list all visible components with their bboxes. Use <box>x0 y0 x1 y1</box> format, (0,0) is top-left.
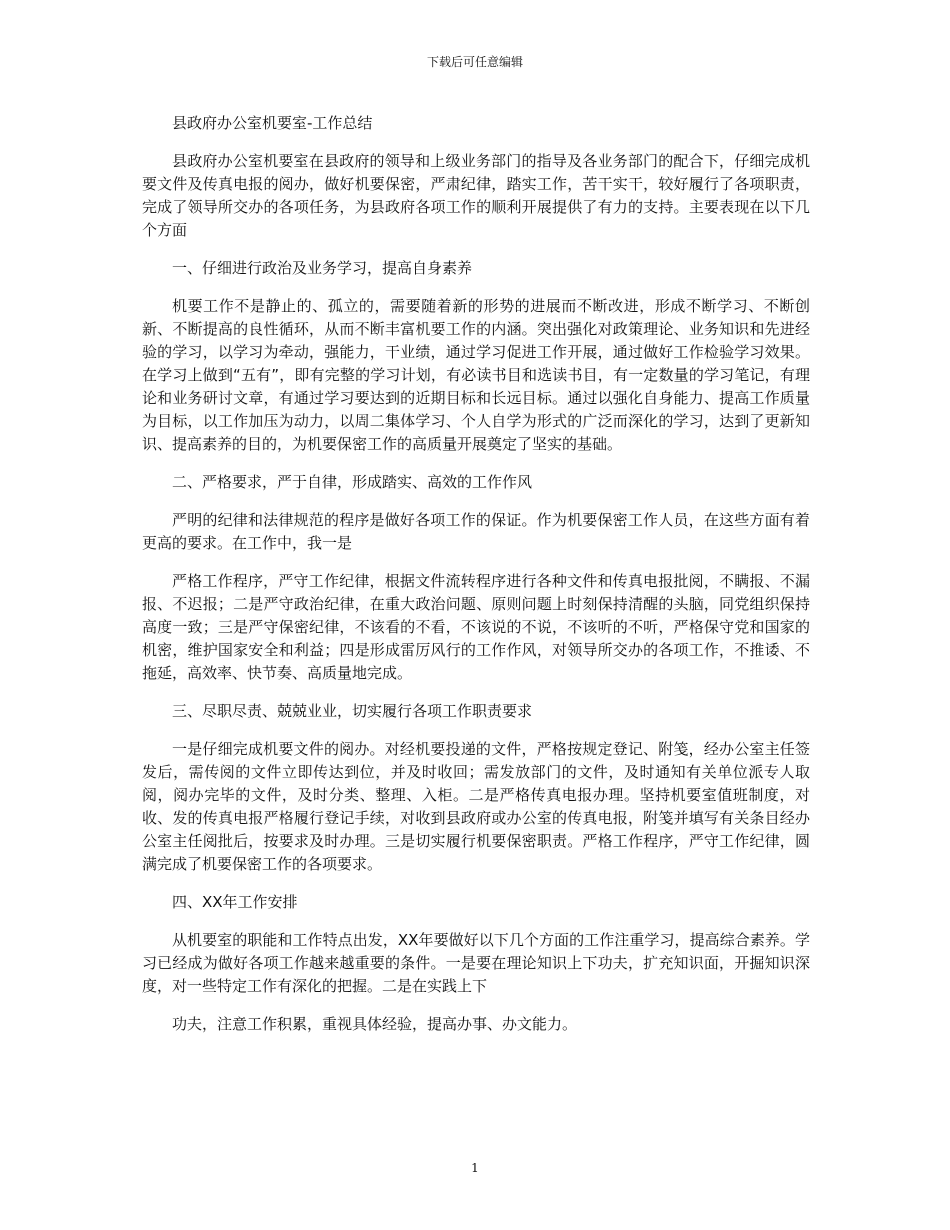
document-title: 县政府办公室机要室-工作总结 <box>172 114 373 132</box>
section-2-paragraph-1: 严明的纪律和法律规范的程序是做好各项工作的保证。作为机要保密工作人员，在这些方面有着更高的要求。在工作中，我一是 <box>142 511 810 552</box>
section-4-paragraph-2: 功夫，注意工作积累，重视具体经验，提高办事、办文能力。 <box>172 1015 578 1033</box>
intro-paragraph: 县政府办公室机要室在县政府的领导和上级业务部门的指导及各业务部门的配合下，仔细完成机要文件及传真电报的阅办，做好机要保密，严肃纪律，踏实工作，苦干实干，较好履行了各项职责，完成了领导所交办的各项任务，为县政府各项工作的顺利开展提供了有力的支持。主要表现在以下几个方面 <box>142 152 810 239</box>
document-content <box>142 112 810 1051</box>
section-heading-3: 三、尽职尽责、兢兢业业，切实履行各项工作职责要求 <box>172 702 533 720</box>
section-heading-1: 一、仔细进行政治及业务学习，提高自身素养 <box>172 259 473 277</box>
section-3-paragraph: 一是仔细完成机要文件的阅办。对经机要投递的文件，严格按规定登记、附笺，经办公室主任签发后，需传阅的文件立即传达到位，并及时收回；需发放部门的文件，及时通知有关单位派专人取阅，阅办完毕的文件，及时分类、整理、入柜。二是严格传真电报办理。坚持机要室值班制度，对收、发的传真电报严格履行登记手续，对收到县政府或办公室的传真电报，附笺并填写有关条目经办公室主任阅批后，按要求及时办理。三是切实履行机要保密职责。严格工作程序，严守工作纪律，圆满完成了机要保密工作的各项要求。 <box>142 740 810 873</box>
header-note: 下载后可任意编辑 <box>426 55 523 69</box>
section-1-paragraph: 机要工作不是静止的、孤立的，需要随着新的形势的进展而不断改进，形成不断学习、不断创新、不断提高的良性循环，从而不断丰富机要工作的内涵。突出强化对政策理论、业务知识和先进经验的学习，以学习为牵动，强能力，干业绩，通过学习促进工作开展，通过做好工作检验学习效果。在学习上做到“五有”，即有完整的学习计划，有必读书目和选读书目，有一定数量的学习笔记，有理论和业务研讨文章，有通过学习要达到的近期目标和长远目标。通过以强化自身能力、提高工作质量为目标，以工作加压为动力，以周二集体学习、个人自学为形式的广泛而深化的学习，达到了更新知识、提高素养的目的，为机要保密工作的高质量开展奠定了坚实的基础。 <box>142 297 810 453</box>
page-number: 1 <box>471 1161 479 1175</box>
section-heading-4: 四、XX年工作安排 <box>172 893 298 911</box>
section-2-paragraph-2: 严格工作程序，严守工作纪律，根据文件流转程序进行各种文件和传真电报批阅，不瞒报、不漏报、不迟报；二是严守政治纪律，在重大政治问题、原则问题上时刻保持清醒的头脑，同党组织保持高度一致；三是严守保密纪律，不该看的不看，不该说的不说，不该听的不听，严格保守党和国家的机密，维护国家安全和利益；四是形成雷厉风行的工作作风，对领导所交办的各项工作，不推诿、不拖延，高效率、快节奏、高质量地完成。 <box>142 572 810 682</box>
section-4-paragraph-1: 从机要室的职能和工作特点出发，XX年要做好以下几个方面的工作注重学习，提高综合素养。学习已经成为做好各项工作越来越重要的条件。一是要在理论知识上下功夫，扩充知识面，开掘知识深度，对一些特定工作有深化的把握。二是在实践上下 <box>142 931 810 995</box>
section-heading-2: 二、严格要求，严于自律，形成踏实、高效的工作作风 <box>172 473 533 491</box>
